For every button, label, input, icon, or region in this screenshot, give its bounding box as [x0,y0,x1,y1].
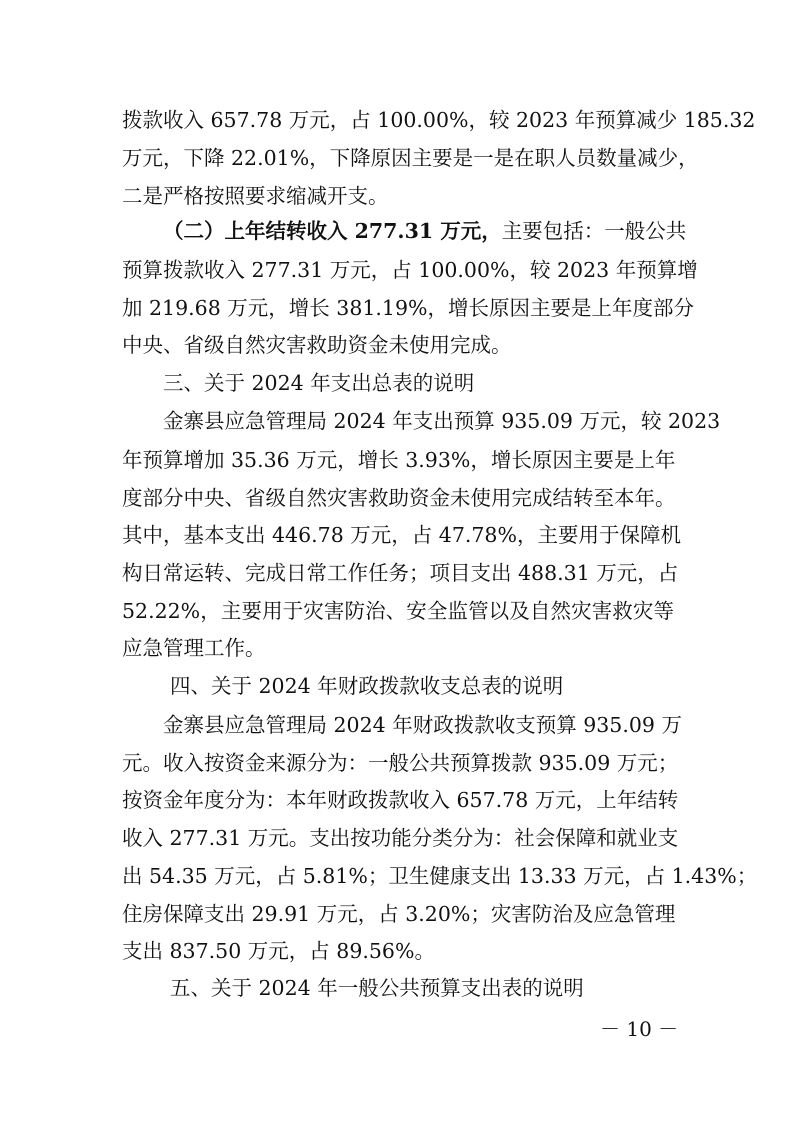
text-line: 按资金年度分为：本年财政拨款收入 657.78 万元，上年结转 [122,788,679,812]
text-line: 度部分中央、省级自然灾害救助资金未使用完成结转至本年。 [122,486,676,510]
page-number: － 10 － [600,1017,679,1041]
subsection-heading-line [163,217,687,245]
text-line: 住房保障支出 29.91 万元，占 3.20%；灾害防治及应急管理 [122,902,676,926]
text-run: 主要包括：一般公共 [501,219,687,243]
text-line: 支出 837.50 万元，占 89.56%。 [122,939,435,963]
text-line: 其中，基本支出 446.78 万元，占 47.78%，主要用于保障机 [122,523,681,547]
text-line: 应急管理工作。 [122,636,266,660]
section-heading: 三、关于 2024 年支出总表的说明 [163,371,475,395]
text-line: 预算拨款收入 277.31 万元，占 100.00%，较 2023 年预算增 [122,258,698,282]
text-line: 构日常运转、完成日常工作任务；项目支出 488.31 万元，占 [122,561,679,585]
text-line: 52.22%，主要用于灾害防治、安全监管以及自然灾害救灾等 [122,599,674,623]
subsection-heading: （二）上年结转收入 277.31 万元， [163,219,502,243]
text-line: 中央、省级自然灾害救助资金未使用完成。 [122,333,512,357]
text-line: 二是严格按照要求缩减开支。 [122,184,389,208]
section-heading: 四、关于 2024 年财政拨款收支总表的说明 [170,674,564,698]
text-line: 出 54.35 万元，占 5.81%；卫生健康支出 13.33 万元，占 1.43%； [122,864,758,888]
text-line: 元。收入按资金来源分为：一般公共预算拨款 935.09 万元； [122,751,679,775]
text-line: 收入 277.31 万元。支出按功能分类分为：社会保障和就业支 [122,826,679,850]
text-line: 加 219.68 万元，增长 381.19%，增长原因主要是上年度部分 [122,296,694,320]
text-line: 金寨县应急管理局 2024 年财政拨款收支预算 935.09 万 [163,713,682,737]
text-line: 金寨县应急管理局 2024 年支出预算 935.09 万元，较 2023 [163,409,721,433]
text-line: 万元，下降 22.01%，下降原因主要是一是在职人员数量减少， [122,146,699,170]
text-line: 拨款收入 657.78 万元，占 100.00%，较 2023 年预算减少 185.32 [122,108,756,132]
section-heading: 五、关于 2024 年一般公共预算支出表的说明 [170,976,584,1000]
text-line: 年预算增加 35.36 万元，增长 3.93%，增长原因主要是上年 [122,448,676,472]
